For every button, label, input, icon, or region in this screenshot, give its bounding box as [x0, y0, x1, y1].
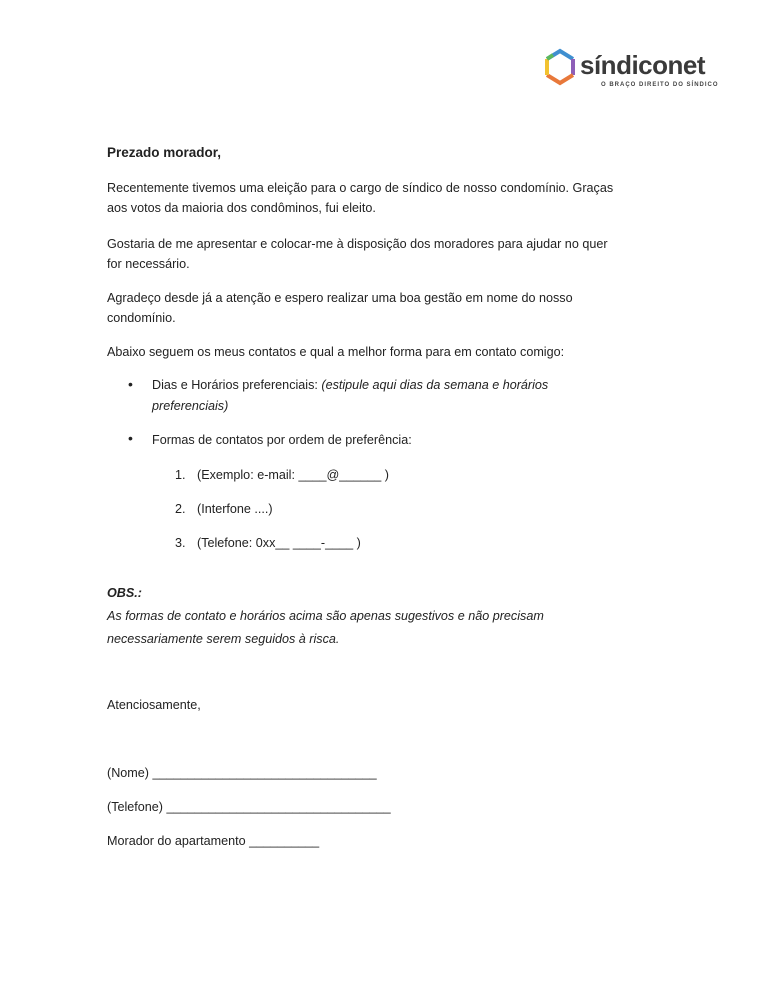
numbered-item: (Exemplo: e-mail: ____@______ ): [197, 468, 389, 482]
numbered-number: 2.: [175, 502, 186, 516]
bullet-icon: •: [128, 376, 133, 392]
numbered-number: 1.: [175, 468, 186, 482]
obs-text: necessariamente serem seguidos à risca.: [107, 632, 340, 646]
bullet-icon: •: [128, 430, 133, 446]
signature-name: (Nome) ________________________________: [107, 766, 377, 780]
paragraph-line: condomínio.: [107, 311, 176, 325]
bullet-note: preferenciais): [152, 399, 229, 413]
paragraph-line: aos votos da maioria dos condôminos, fui eleito.: [107, 201, 376, 215]
numbered-number: 3.: [175, 536, 186, 550]
signature-apartment: Morador do apartamento __________: [107, 834, 320, 848]
paragraph-line: for necessário.: [107, 257, 190, 271]
paragraph-line: Recentemente tivemos uma eleição para o cargo de síndico de nosso condomínio. Graças: [107, 181, 614, 195]
numbered-item: (Interfone ....): [197, 502, 273, 516]
paragraph-line: Gostaria de me apresentar e colocar-me à disposição dos moradores para ajudar no quer: [107, 237, 608, 251]
signature-phone: (Telefone) ________________________________: [107, 800, 391, 814]
bullet-item: [152, 377, 548, 393]
logo-wordmark: síndiconet: [580, 50, 706, 80]
paragraph-line: Agradeço desde já a atenção e espero realizar uma boa gestão em nome do nosso: [107, 291, 573, 305]
paragraph-line: Abaixo seguem os meus contatos e qual a melhor forma para em contato comigo:: [107, 345, 565, 359]
hexagon-logo-icon: [543, 47, 577, 87]
closing: Atenciosamente,: [107, 698, 201, 712]
logo-tagline: O BRAÇO DIREITO DO SÍNDICO: [601, 82, 719, 88]
numbered-item: (Telefone: 0xx__ ____-____ ): [197, 536, 361, 550]
bullet-note: (estipule aqui dias da semana e horários: [321, 378, 549, 392]
obs-text: As formas de contato e horários acima são apenas sugestivos e não precisam: [107, 609, 544, 623]
bullet-label: Dias e Horários preferenciais:: [152, 378, 322, 392]
obs-title: OBS.:: [107, 586, 142, 600]
greeting: Prezado morador,: [107, 145, 222, 160]
bullet-item: Formas de contatos por ordem de preferência:: [152, 433, 412, 447]
